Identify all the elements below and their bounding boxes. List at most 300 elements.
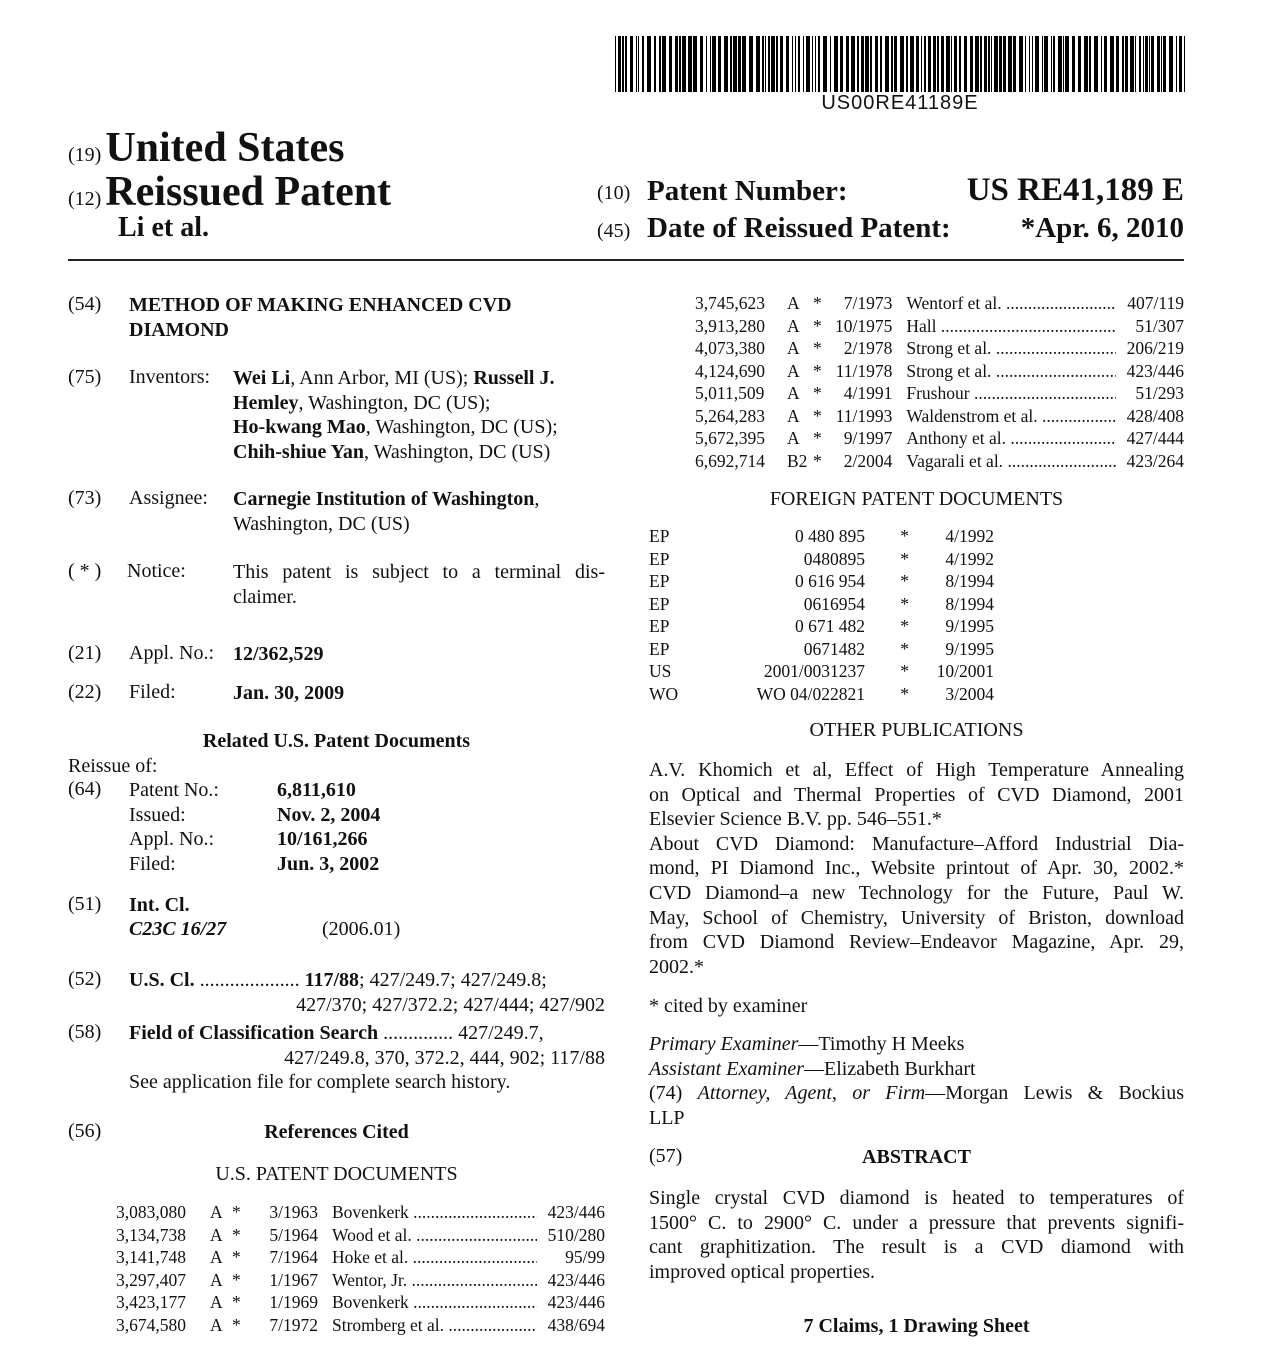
barcode-bar bbox=[1122, 36, 1124, 92]
barcode-bar bbox=[1176, 36, 1177, 92]
barcode-bar bbox=[1163, 36, 1166, 92]
barcode-bar bbox=[756, 36, 760, 92]
barcode-bar bbox=[1169, 36, 1173, 92]
ref-date: 9/1997 bbox=[843, 428, 893, 448]
barcode-bar bbox=[792, 36, 793, 92]
ref-patent-number: 3,745,623 bbox=[695, 293, 765, 313]
barcode-bar bbox=[765, 36, 766, 92]
barcode-bar bbox=[1101, 36, 1102, 92]
ref-patent-number: 3,913,280 bbox=[695, 315, 765, 336]
filed-date: Jan. 30, 2009 bbox=[233, 682, 345, 704]
ref-patent-number: 5,011,509 bbox=[695, 383, 765, 403]
barcode-bar bbox=[818, 36, 820, 92]
us-cl-rest-1: ; 427/249.7; 427/249.8; bbox=[359, 969, 547, 991]
reissue-value: 10/161,266 bbox=[277, 828, 368, 851]
inventor-1-location: , Ann Arbor, MI (US); bbox=[290, 367, 474, 389]
foreign-star: * bbox=[900, 661, 909, 681]
ref-kind: A bbox=[210, 1202, 223, 1222]
assistant-examiner-label: Assistant Examiner bbox=[649, 1057, 804, 1080]
barcode-bar bbox=[975, 36, 979, 92]
foreign-refs-table bbox=[649, 525, 994, 705]
field-note: See application file for complete search history. bbox=[129, 1071, 511, 1094]
assignee-comma: , bbox=[534, 488, 540, 510]
barcode-bar bbox=[780, 36, 783, 92]
inventors-label: Inventors: bbox=[129, 366, 211, 388]
barcode-bar bbox=[851, 36, 855, 92]
reissue-row bbox=[129, 827, 380, 852]
foreign-office: WO bbox=[649, 683, 679, 704]
foreign-office: EP bbox=[649, 638, 670, 659]
ref-name bbox=[332, 1314, 537, 1337]
abstract-line: improved optical properties. bbox=[649, 1260, 876, 1283]
ref-name bbox=[906, 382, 1116, 405]
us-cl-label: U.S. Cl. bbox=[129, 969, 195, 991]
reissue-label: Filed: bbox=[129, 852, 176, 875]
foreign-star: * bbox=[900, 616, 909, 636]
ref-patent-number: 5,672,395 bbox=[695, 428, 765, 448]
inventor-2-name-b: Hemley bbox=[233, 391, 299, 414]
abstract-line: cant graphitization. The result is a CVD diamond with bbox=[649, 1236, 1184, 1259]
ref-name-text: Anthony et al. ..... bbox=[906, 427, 1116, 450]
ref-date: 11/1978 bbox=[835, 360, 893, 381]
foreign-number: 0671482 bbox=[803, 638, 865, 659]
reference-row bbox=[695, 315, 1184, 338]
reference-row bbox=[116, 1291, 605, 1314]
inid-code-64: (64) bbox=[68, 778, 102, 800]
ref-date: 1/1967 bbox=[269, 1269, 318, 1290]
ref-name-text: Wentorf et al. ..... bbox=[906, 292, 1116, 315]
int-cl-label: Int. Cl. bbox=[129, 894, 190, 916]
ref-name-text: Strong et al. ..... bbox=[906, 360, 1116, 383]
barcode-bar bbox=[1157, 36, 1160, 92]
pub-line: CVD Diamond–a new Technology for the Future, Paul W. bbox=[649, 881, 1184, 904]
barcode-bar bbox=[618, 36, 621, 92]
inid-code-19: (19) bbox=[68, 144, 102, 166]
field-label: Field of Classification Search bbox=[129, 1022, 379, 1044]
inventor-1-name: Wei Li bbox=[233, 367, 291, 389]
barcode-bar bbox=[654, 36, 656, 92]
reference-row bbox=[695, 427, 1184, 450]
notice-line-2: claimer. bbox=[233, 585, 297, 608]
foreign-date: 8/1994 bbox=[945, 593, 994, 614]
primary-examiner-name: —Timothy H Meeks bbox=[798, 1033, 965, 1055]
patent-number: US RE41,189 E bbox=[966, 172, 1184, 208]
ref-patent-number: 4,073,380 bbox=[695, 338, 765, 358]
ref-name-text: Vagarali et al. ..... bbox=[906, 450, 1116, 473]
foreign-ref-row bbox=[649, 615, 994, 638]
ref-class: 206/219 bbox=[1126, 338, 1184, 358]
inventor-3-name: Ho-kwang Mao bbox=[233, 416, 366, 439]
barcode-bar bbox=[1184, 36, 1185, 92]
abstract-heading: ABSTRACT bbox=[862, 1146, 971, 1168]
us-cl-dots: .................... bbox=[199, 969, 300, 991]
ref-class: 423/446 bbox=[1126, 360, 1184, 381]
ref-class: 51/293 bbox=[1135, 383, 1184, 403]
barcode-bar bbox=[1116, 36, 1119, 92]
ref-kind: A bbox=[210, 1269, 223, 1290]
barcode-bar bbox=[1003, 36, 1006, 92]
barcode-bar bbox=[954, 36, 957, 92]
field-value-1: 427/249.7, bbox=[458, 1022, 544, 1044]
barcode-bar bbox=[916, 36, 919, 92]
inid-code-51: (51) bbox=[68, 893, 102, 915]
ref-name bbox=[906, 427, 1116, 450]
assistant-examiner-name: —Elizabeth Burkhart bbox=[804, 1057, 976, 1080]
field-dots: .............. bbox=[383, 1022, 454, 1044]
notice-line-1: This patent is subject to a terminal dis- bbox=[233, 561, 605, 583]
barcode-bar bbox=[630, 36, 633, 92]
notice-label: Notice: bbox=[127, 560, 186, 582]
barcode-bar bbox=[1143, 36, 1144, 92]
reference-row bbox=[116, 1201, 605, 1224]
inventors-list bbox=[233, 366, 613, 464]
foreign-ref-row bbox=[649, 570, 994, 593]
barcode-bar bbox=[615, 36, 616, 92]
foreign-date: 9/1995 bbox=[945, 616, 994, 636]
barcode-bar bbox=[749, 36, 753, 92]
barcode-bar bbox=[980, 36, 982, 92]
barcode-bar bbox=[688, 36, 692, 92]
ref-date: 4/1991 bbox=[843, 383, 893, 403]
barcode-bar bbox=[823, 36, 827, 92]
barcode-bar bbox=[959, 36, 961, 92]
appl-no: 12/362,529 bbox=[233, 643, 324, 665]
barcode-bar bbox=[1151, 36, 1154, 92]
ref-patent-number: 3,141,748 bbox=[116, 1247, 186, 1267]
barcode-bar bbox=[910, 36, 914, 92]
barcode-bar bbox=[768, 36, 770, 92]
inventor-2-name-a: Russell J. bbox=[473, 367, 555, 389]
foreign-office: EP bbox=[649, 616, 670, 636]
ref-date: 2/2004 bbox=[843, 450, 893, 471]
ref-star: * bbox=[232, 1247, 241, 1267]
barcode-bar bbox=[1065, 36, 1069, 92]
ref-kind: A bbox=[787, 428, 800, 448]
barcode-bar bbox=[1029, 36, 1030, 92]
ref-name bbox=[332, 1269, 537, 1292]
barcode-bar bbox=[840, 36, 843, 92]
ref-kind: A bbox=[210, 1247, 223, 1267]
ref-kind: A bbox=[210, 1292, 223, 1312]
inventor-2-location: , Washington, DC (US); bbox=[298, 391, 491, 414]
reference-row bbox=[116, 1269, 605, 1292]
ref-star: * bbox=[813, 450, 822, 471]
ref-kind: A bbox=[210, 1224, 223, 1245]
foreign-ref-row bbox=[649, 660, 994, 683]
foreign-ref-row bbox=[649, 638, 994, 661]
ref-date: 1/1969 bbox=[269, 1292, 318, 1312]
abstract-line: 1500° C. to 2900° C. under a pressure that prevents signifi- bbox=[649, 1211, 1184, 1234]
barcode-bar bbox=[730, 36, 732, 92]
title bbox=[129, 293, 512, 342]
int-cl-class: C23C 16/27 bbox=[129, 918, 227, 940]
barcode-bar bbox=[964, 36, 967, 92]
pub-line: May, School of Chemistry, University of Briston, download bbox=[649, 906, 1184, 929]
barcode-bar bbox=[1149, 36, 1150, 92]
reissue-label: Issued: bbox=[129, 803, 186, 826]
foreign-date: 4/1992 bbox=[945, 548, 994, 569]
ref-patent-number: 3,674,580 bbox=[116, 1314, 186, 1335]
us-refs-right-table bbox=[695, 292, 1184, 472]
inventor-3-location: , Washington, DC (US); bbox=[365, 416, 558, 439]
barcode-bar bbox=[1044, 36, 1048, 92]
inid-code-21: (21) bbox=[68, 642, 102, 664]
us-cl-main: 117/88 bbox=[304, 969, 360, 991]
reissue-label: Appl. No.: bbox=[129, 828, 214, 851]
ref-name bbox=[906, 315, 1116, 338]
inid-code-10: (10) bbox=[597, 182, 631, 204]
inid-code-52: (52) bbox=[68, 968, 102, 990]
foreign-number: WO 04/022821 bbox=[756, 683, 865, 704]
ref-name-text: Strong et al. ..... bbox=[906, 337, 1116, 360]
ref-name bbox=[906, 405, 1116, 428]
ref-star: * bbox=[232, 1314, 241, 1335]
reference-row bbox=[116, 1224, 605, 1247]
barcode-bar bbox=[937, 36, 939, 92]
ref-class: 428/408 bbox=[1126, 405, 1184, 426]
ref-star: * bbox=[232, 1202, 241, 1222]
barcode-bar bbox=[880, 36, 882, 92]
barcode-bar bbox=[1179, 36, 1182, 92]
ref-kind: A bbox=[787, 360, 800, 381]
barcode-bar bbox=[1078, 36, 1081, 92]
barcode-bar bbox=[1139, 36, 1141, 92]
foreign-date: 9/1995 bbox=[945, 638, 994, 659]
foreign-ref-row bbox=[649, 593, 994, 616]
barcode-bar bbox=[803, 36, 804, 92]
barcode-bar bbox=[724, 36, 728, 92]
ref-kind: A bbox=[787, 293, 800, 313]
barcode-bar bbox=[798, 36, 800, 92]
ref-class: 407/119 bbox=[1127, 293, 1184, 313]
foreign-number: 0 616 954 bbox=[795, 571, 865, 591]
barcode-bar bbox=[1084, 36, 1088, 92]
barcode-bar bbox=[642, 36, 644, 92]
primary-examiner-label: Primary Examiner bbox=[649, 1033, 799, 1055]
pub-line: 2002.* bbox=[649, 955, 704, 978]
country-line bbox=[68, 124, 345, 172]
reissue-date: *Apr. 6, 2010 bbox=[1020, 212, 1184, 244]
barcode-bar bbox=[988, 36, 990, 92]
barcode-bar bbox=[795, 36, 796, 92]
ref-name-text: Hall ..... bbox=[906, 315, 1116, 338]
foreign-number: 0480895 bbox=[803, 548, 865, 569]
field-of-search bbox=[129, 1021, 605, 1095]
barcode-bar bbox=[1019, 36, 1023, 92]
related-heading: Related U.S. Patent Documents bbox=[202, 730, 471, 752]
ref-patent-number: 4,124,690 bbox=[695, 360, 765, 381]
ref-date: 5/1964 bbox=[269, 1224, 318, 1245]
reissue-value: 6,811,610 bbox=[277, 779, 356, 801]
foreign-ref-row bbox=[649, 683, 994, 706]
foreign-date: 3/2004 bbox=[945, 683, 994, 704]
reissue-value: Jun. 3, 2002 bbox=[277, 852, 380, 875]
ref-star: * bbox=[813, 428, 822, 448]
barcode-bar bbox=[622, 36, 624, 92]
cited-note: * cited by examiner bbox=[649, 995, 808, 1017]
assignee-name: Carnegie Institution of Washington bbox=[233, 488, 535, 510]
barcode-bar bbox=[812, 36, 813, 92]
inventor-4-location: , Washington, DC (US) bbox=[363, 440, 551, 463]
attorney-name-2: LLP bbox=[649, 1106, 685, 1129]
barcode-bar bbox=[834, 36, 838, 92]
ref-name bbox=[906, 450, 1116, 473]
ref-name bbox=[332, 1246, 537, 1269]
barcode-bar bbox=[946, 36, 950, 92]
ref-date: 10/1975 bbox=[835, 315, 893, 336]
abstract-line: Single crystal CVD diamond is heated to temperatures of bbox=[649, 1187, 1184, 1209]
inventor-4-name: Chih-shiue Yan bbox=[233, 440, 364, 463]
title-line-2: DIAMOND bbox=[129, 318, 229, 341]
inid-code-12: (12) bbox=[68, 188, 102, 210]
filed-label: Filed: bbox=[129, 681, 176, 703]
reissue-label: Patent No.: bbox=[129, 779, 219, 801]
ref-star: * bbox=[232, 1292, 241, 1312]
ref-date: 7/1973 bbox=[843, 293, 893, 313]
barcode-bar bbox=[693, 36, 697, 92]
ref-star: * bbox=[232, 1269, 241, 1290]
ref-patent-number: 6,692,714 bbox=[695, 450, 765, 471]
ref-kind: B2 bbox=[787, 450, 808, 471]
barcode-bar bbox=[970, 36, 973, 92]
barcode-bar bbox=[659, 36, 661, 92]
barcode-bar bbox=[846, 36, 849, 92]
abstract-text bbox=[649, 1186, 1184, 1284]
barcode-bar bbox=[682, 36, 686, 92]
country: United States bbox=[105, 125, 345, 171]
barcode-bar bbox=[1094, 36, 1098, 92]
barcode-bar bbox=[1110, 36, 1114, 92]
barcode-bar bbox=[679, 36, 681, 92]
barcode-bar bbox=[625, 36, 627, 92]
inid-code-75: (75) bbox=[68, 366, 102, 388]
ref-class: 51/307 bbox=[1135, 315, 1184, 336]
ref-date: 7/1964 bbox=[269, 1247, 318, 1267]
ref-star: * bbox=[813, 360, 822, 381]
barcode-bar bbox=[1008, 36, 1012, 92]
barcode-bar bbox=[1042, 36, 1043, 92]
foreign-number: 0616954 bbox=[803, 593, 865, 614]
barcode-bar bbox=[638, 36, 639, 92]
barcode-text: US00RE41189E bbox=[821, 92, 979, 114]
ref-kind: A bbox=[787, 405, 800, 426]
ref-star: * bbox=[813, 383, 822, 403]
attorney-code: (74) bbox=[649, 1082, 683, 1105]
ref-date: 3/1963 bbox=[269, 1202, 318, 1222]
foreign-number: 2001/0031237 bbox=[763, 661, 865, 681]
barcode-bar bbox=[1025, 36, 1026, 92]
doc-type-line bbox=[68, 168, 391, 216]
ref-class: 423/446 bbox=[547, 1269, 605, 1290]
patent-number-label: Patent Number: bbox=[647, 175, 848, 207]
ref-class: 423/264 bbox=[1126, 450, 1184, 471]
barcode-bar bbox=[1058, 36, 1062, 92]
assignee-location: Washington, DC (US) bbox=[233, 512, 410, 535]
pub-line: mond, PI Diamond Inc., Website printout of Apr. 30, 2002.* bbox=[649, 857, 1184, 880]
ref-patent-number: 3,423,177 bbox=[116, 1292, 186, 1312]
foreign-number: 0 480 895 bbox=[795, 526, 865, 546]
reference-row bbox=[116, 1314, 605, 1337]
barcode-bar bbox=[742, 36, 746, 92]
barcode-bar bbox=[951, 36, 952, 92]
ref-name-text: Wentor, Jr. ..... bbox=[332, 1269, 537, 1292]
barcode-bar bbox=[870, 36, 872, 92]
foreign-date: 4/1992 bbox=[945, 526, 994, 546]
barcode-bar bbox=[771, 36, 775, 92]
ref-name-text: Wood et al. ..... bbox=[332, 1224, 537, 1247]
barcode-bar bbox=[861, 36, 864, 92]
title-line-1: METHOD OF MAKING ENHANCED CVD bbox=[129, 294, 512, 316]
ref-date: 11/1993 bbox=[835, 405, 893, 426]
reference-row bbox=[695, 360, 1184, 383]
barcode-bar bbox=[1072, 36, 1075, 92]
other-pub-heading: OTHER PUBLICATIONS bbox=[809, 719, 1024, 741]
notice-code: ( * ) bbox=[68, 560, 102, 582]
barcode-bar bbox=[830, 36, 831, 92]
reference-row bbox=[695, 405, 1184, 428]
ref-star: * bbox=[813, 315, 822, 336]
us-docs-heading: U.S. PATENT DOCUMENTS bbox=[215, 1163, 458, 1185]
assignee bbox=[233, 487, 539, 536]
inventor-short: Li et al. bbox=[118, 212, 209, 243]
claims-note: 7 Claims, 1 Drawing Sheet bbox=[803, 1315, 1030, 1337]
us-cl-rest-2: 427/370; 427/372.2; 427/444; 427/902 bbox=[296, 993, 605, 1016]
reference-row bbox=[695, 382, 1184, 405]
ref-date: 7/1972 bbox=[269, 1314, 318, 1335]
ref-kind: A bbox=[787, 315, 800, 336]
ref-name bbox=[332, 1201, 537, 1224]
foreign-star: * bbox=[900, 593, 909, 614]
barcode-bar bbox=[991, 36, 992, 92]
barcode-bar bbox=[662, 36, 666, 92]
barcode-bar bbox=[733, 36, 737, 92]
reissue-of-label: Reissue of: bbox=[68, 755, 158, 777]
barcode-bar bbox=[999, 36, 1002, 92]
barcode-bar bbox=[1125, 36, 1128, 92]
foreign-office: EP bbox=[649, 593, 670, 614]
barcode-bar bbox=[718, 36, 721, 92]
ref-name bbox=[906, 292, 1116, 315]
inid-code-22: (22) bbox=[68, 681, 102, 703]
ref-patent-number: 5,264,283 bbox=[695, 405, 765, 426]
reference-row bbox=[116, 1246, 605, 1269]
foreign-ref-row bbox=[649, 525, 994, 548]
barcode-bar bbox=[647, 36, 651, 92]
reference-row bbox=[695, 292, 1184, 315]
foreign-ref-row bbox=[649, 548, 994, 571]
reissue-row bbox=[129, 852, 380, 877]
barcode-bar bbox=[924, 36, 926, 92]
barcode-bar bbox=[1063, 36, 1064, 92]
barcode-bar bbox=[1032, 36, 1033, 92]
ref-class: 423/446 bbox=[547, 1292, 605, 1312]
reissue-table bbox=[129, 778, 380, 876]
foreign-date: 10/2001 bbox=[936, 661, 994, 681]
ref-star: * bbox=[232, 1224, 241, 1245]
ref-class: 510/280 bbox=[547, 1224, 605, 1245]
ref-kind: A bbox=[787, 383, 800, 403]
foreign-office: EP bbox=[649, 548, 670, 569]
ref-class: 438/694 bbox=[547, 1314, 605, 1335]
foreign-heading: FOREIGN PATENT DOCUMENTS bbox=[769, 488, 1064, 510]
barcode-bar bbox=[928, 36, 931, 92]
notice-text bbox=[233, 560, 605, 609]
header-rule bbox=[68, 259, 1184, 261]
reference-row bbox=[695, 337, 1184, 360]
inid-code-57: (57) bbox=[649, 1145, 683, 1167]
barcode-bar bbox=[1161, 36, 1162, 92]
barcode-bar bbox=[921, 36, 922, 92]
